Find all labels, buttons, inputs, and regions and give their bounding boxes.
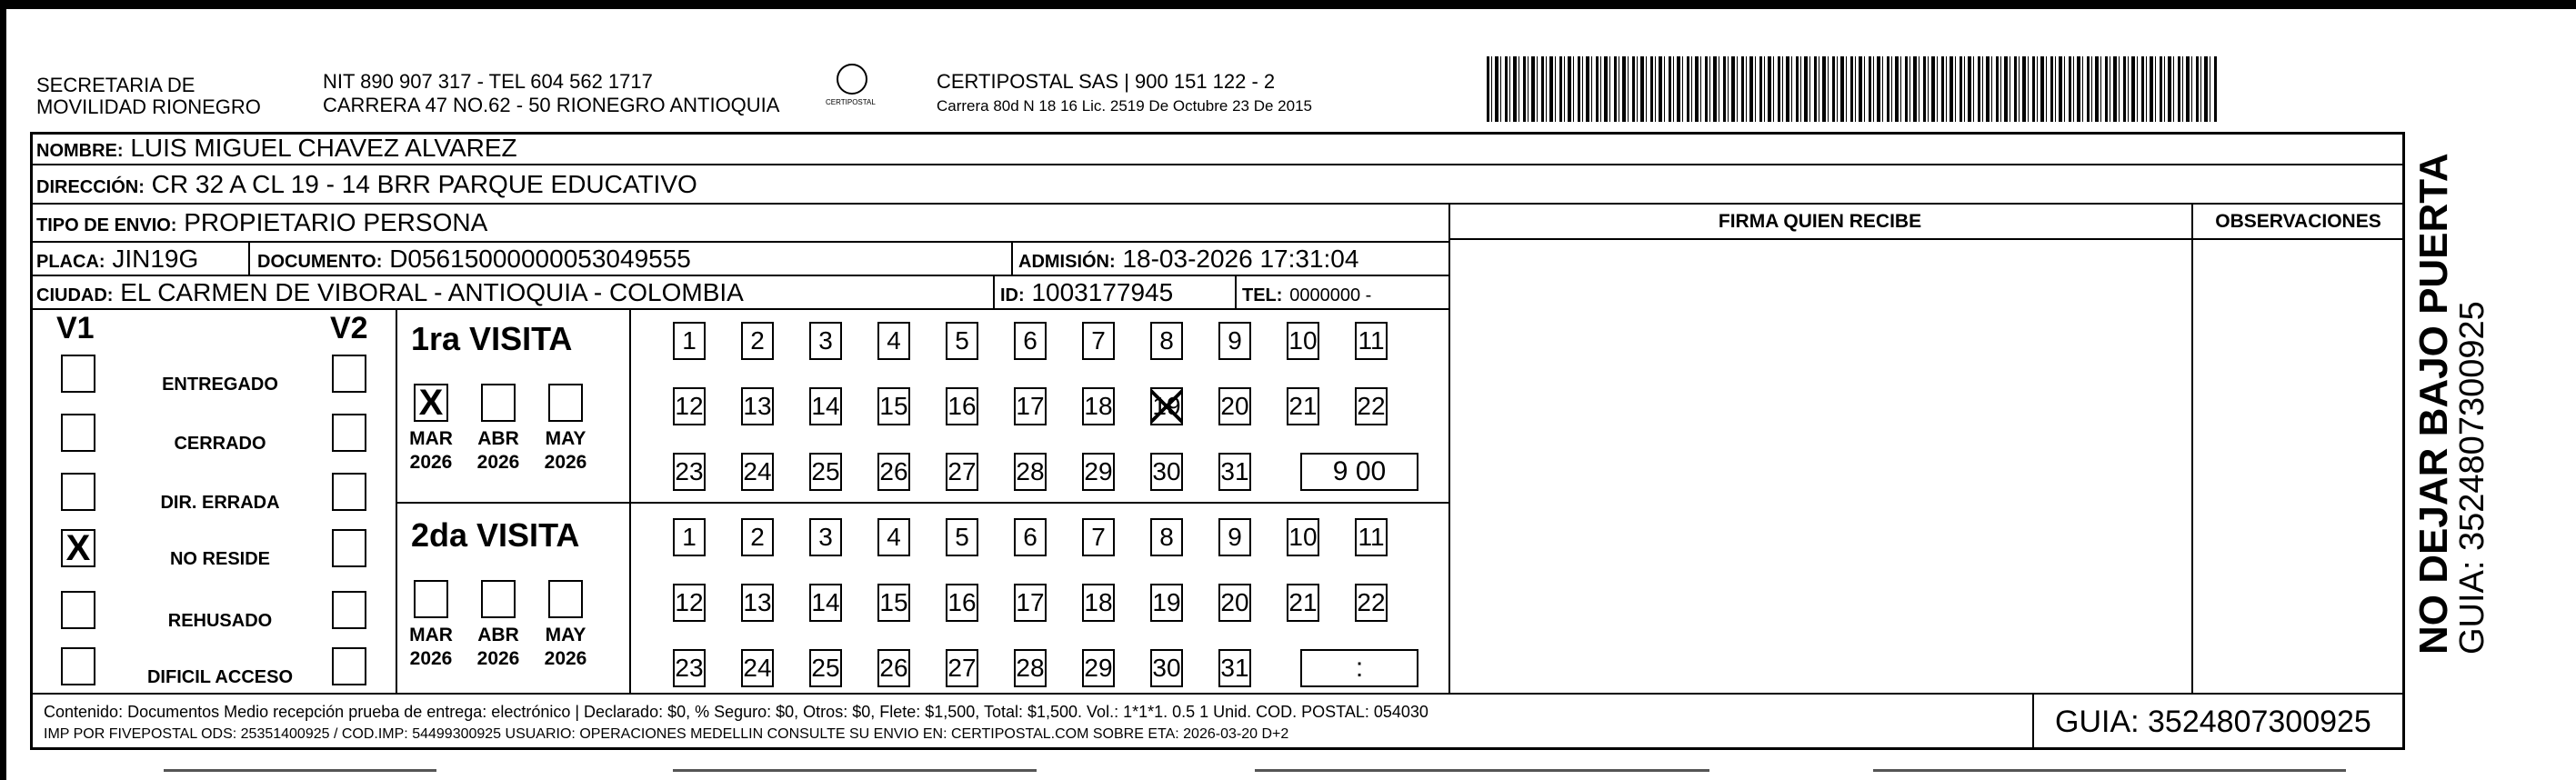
row-divider xyxy=(396,502,1448,504)
day-box[interactable]: 11 xyxy=(1355,518,1388,556)
status-v1-checkbox[interactable] xyxy=(61,529,95,567)
status-v2-checkbox[interactable] xyxy=(332,355,366,393)
day-box[interactable]: 30 xyxy=(1150,453,1183,491)
admision-value: 18-03-2026 17:31:04 xyxy=(1122,245,1359,273)
day-box[interactable]: 20 xyxy=(1218,387,1251,425)
day-box[interactable]: 17 xyxy=(1014,387,1047,425)
day-box[interactable]: 20 xyxy=(1218,584,1251,622)
imp-text: IMP POR FIVEPOSTAL ODS: 25351400925 / COD.IMP: 54499300925 USUARIO: OPERACIONES MEDELLIN CONSULTE SU ENVIO EN: CERTIPOSTAL.COM SOBRE ETA: 2026-03-20 D+2 xyxy=(44,726,1289,742)
col-divider xyxy=(248,241,250,275)
placa-row xyxy=(36,245,198,275)
col-divider xyxy=(2032,693,2034,750)
day-box[interactable]: 11 xyxy=(1355,322,1388,360)
direccion-row xyxy=(36,171,697,201)
ciudad-label: CIUDAD: xyxy=(36,285,114,305)
time-box[interactable]: : xyxy=(1300,649,1418,687)
nombre-row xyxy=(36,135,517,165)
day-box[interactable]: 9 xyxy=(1218,518,1251,556)
tipo-row xyxy=(36,209,487,239)
day-box[interactable]: 25 xyxy=(809,453,842,491)
tel-row xyxy=(1242,279,1371,309)
top-border xyxy=(0,0,2576,9)
time-box[interactable]: 9 00 xyxy=(1300,453,1418,491)
month-checkbox[interactable] xyxy=(548,580,583,618)
day-box[interactable]: 23 xyxy=(673,453,706,491)
day-box[interactable]: 31 xyxy=(1218,453,1251,491)
col-divider xyxy=(993,275,995,308)
contenido-text: Contenido: Documentos Medio recepción prueba de entrega: electrónico | Declarado: $0, % Seguro: $0, Otros: $0, Flete: $1,500, Total: $1,500. Vol.: 1*1*1. 0.5 1 Unid. COD. POSTAL: 054030 xyxy=(44,703,1428,721)
month-checkbox[interactable] xyxy=(481,580,516,618)
side-text xyxy=(2411,153,2491,655)
month-label: MAY xyxy=(545,625,586,645)
day-box[interactable]: 28 xyxy=(1014,453,1047,491)
status-v1-checkbox[interactable] xyxy=(61,355,95,393)
tel-value: 0000000 - xyxy=(1289,285,1372,305)
day-box[interactable]: 9 xyxy=(1218,322,1251,360)
day-box[interactable]: 31 xyxy=(1218,649,1251,687)
day-box[interactable]: 8 xyxy=(1150,518,1183,556)
status-v1-checkbox[interactable] xyxy=(61,414,95,452)
visit-title: 2da VISITA xyxy=(411,516,580,554)
documento-label: DOCUMENTO: xyxy=(257,252,383,272)
day-box[interactable]: 5 xyxy=(946,322,978,360)
day-box[interactable]: 12 xyxy=(673,387,706,425)
day-box[interactable]: 14 xyxy=(809,584,842,622)
id-label: ID: xyxy=(1000,285,1025,305)
month-label: ABR xyxy=(477,625,519,645)
company-line: CERTIPOSTAL SAS | 900 151 122 - 2 xyxy=(937,70,1276,93)
admision-row xyxy=(1018,245,1358,275)
status-v1-checkbox[interactable] xyxy=(61,647,95,685)
year-label: 2026 xyxy=(409,452,453,473)
nombre-value: LUIS MIGUEL CHAVEZ ALVAREZ xyxy=(130,134,517,162)
cut-line xyxy=(673,769,1037,772)
certipostal-logo-icon xyxy=(837,64,867,95)
day-box[interactable]: 29 xyxy=(1082,649,1115,687)
status-label: CERRADO xyxy=(174,434,266,454)
side-warning: NO DEJAR BAJO PUERTA xyxy=(2411,153,2456,655)
day-box[interactable]: 2 xyxy=(741,322,774,360)
entity-line1: SECRETARIA DE xyxy=(36,74,195,96)
month-label: MAR xyxy=(409,625,453,645)
day-box[interactable]: 16 xyxy=(946,584,978,622)
id-row xyxy=(1000,279,1173,309)
day-box[interactable]: 22 xyxy=(1355,584,1388,622)
day-box[interactable]: 12 xyxy=(673,584,706,622)
barcode-image xyxy=(1487,56,2219,122)
day-box[interactable]: 19 xyxy=(1150,584,1183,622)
v2-header: V2 xyxy=(330,311,368,345)
day-box[interactable]: 1 xyxy=(673,322,706,360)
day-box[interactable]: 26 xyxy=(877,453,910,491)
status-label: REHUSADO xyxy=(167,611,273,631)
day-box[interactable]: 3 xyxy=(809,518,842,556)
day-box[interactable]: 7 xyxy=(1082,518,1115,556)
status-v1-checkbox[interactable] xyxy=(61,473,95,511)
left-border xyxy=(0,0,6,780)
year-label: 2026 xyxy=(544,648,587,669)
status-v2-checkbox[interactable] xyxy=(332,529,366,567)
day-box[interactable]: 22 xyxy=(1355,387,1388,425)
check-mark: X xyxy=(65,528,91,568)
day-box[interactable]: 19 xyxy=(1150,387,1183,425)
placa-value: JIN19G xyxy=(112,245,199,273)
status-v2-checkbox[interactable] xyxy=(332,473,366,511)
month-label: ABR xyxy=(477,428,519,449)
day-box[interactable]: 28 xyxy=(1014,649,1047,687)
day-box[interactable]: 2 xyxy=(741,518,774,556)
status-v1-checkbox[interactable] xyxy=(61,591,95,629)
status-label: ENTREGADO xyxy=(162,375,278,395)
day-box[interactable]: 18 xyxy=(1082,387,1115,425)
row-divider xyxy=(1448,238,2405,240)
month-checkbox[interactable] xyxy=(414,580,448,618)
day-box[interactable]: 8 xyxy=(1150,322,1183,360)
month-checkbox[interactable] xyxy=(548,384,583,422)
month-checkbox[interactable] xyxy=(481,384,516,422)
day-box[interactable]: 3 xyxy=(809,322,842,360)
day-box[interactable]: 13 xyxy=(741,584,774,622)
day-box[interactable]: 17 xyxy=(1014,584,1047,622)
admision-label: ADMISIÓN: xyxy=(1018,252,1116,272)
direccion-label: DIRECCIÓN: xyxy=(36,177,145,197)
documento-value: D05615000000053049555 xyxy=(389,245,691,273)
day-box[interactable]: 14 xyxy=(809,387,842,425)
visit-title: 1ra VISITA xyxy=(411,320,573,357)
day-box[interactable]: 4 xyxy=(877,322,910,360)
day-box[interactable]: 24 xyxy=(741,453,774,491)
year-label: 2026 xyxy=(476,452,520,473)
day-box[interactable]: 24 xyxy=(741,649,774,687)
ciudad-row xyxy=(36,279,744,309)
year-label: 2026 xyxy=(476,648,520,669)
col-divider xyxy=(2191,203,2193,693)
status-label: DIFICIL ACCESO xyxy=(146,667,293,687)
address-line: CARRERA 47 NO.62 - 50 RIONEGRO ANTIOQUIA xyxy=(323,94,780,116)
side-guia: GUIA: 3524807300925 xyxy=(2453,301,2491,655)
tel-label: TEL: xyxy=(1242,285,1283,305)
tipo-value: PROPIETARIO PERSONA xyxy=(184,208,488,236)
cut-line xyxy=(1873,769,2346,772)
day-box[interactable]: 15 xyxy=(877,387,910,425)
day-box[interactable]: 18 xyxy=(1082,584,1115,622)
col-divider xyxy=(1235,275,1237,308)
day-box[interactable]: 10 xyxy=(1287,322,1319,360)
day-box[interactable]: 5 xyxy=(946,518,978,556)
observaciones-header: OBSERVACIONES xyxy=(2215,211,2381,232)
year-label: 2026 xyxy=(409,648,453,669)
day-box[interactable]: 30 xyxy=(1150,649,1183,687)
cut-line xyxy=(164,769,436,772)
day-box[interactable]: 4 xyxy=(877,518,910,556)
col-divider xyxy=(1011,241,1013,275)
id-value: 1003177945 xyxy=(1031,278,1174,306)
day-box[interactable]: 16 xyxy=(946,387,978,425)
day-box[interactable]: 13 xyxy=(741,387,774,425)
placa-label: PLACA: xyxy=(36,252,105,272)
row-divider xyxy=(30,203,2405,205)
day-box[interactable]: 26 xyxy=(877,649,910,687)
status-v2-checkbox[interactable] xyxy=(332,647,366,685)
guia-footer: GUIA: 3524807300925 xyxy=(2055,705,2371,739)
day-box[interactable]: 6 xyxy=(1014,518,1047,556)
day-box[interactable]: 25 xyxy=(809,649,842,687)
day-box[interactable]: 15 xyxy=(877,584,910,622)
entity-line2: MOVILIDAD RIONEGRO xyxy=(36,95,261,118)
month-label: MAR xyxy=(409,428,453,449)
col-divider xyxy=(1448,203,1450,693)
tipo-label: TIPO DE ENVIO: xyxy=(36,215,177,235)
logo-text: CERTIPOSTAL xyxy=(826,98,876,106)
ciudad-value: EL CARMEN DE VIBORAL - ANTIOQUIA - COLOMBIA xyxy=(120,278,744,306)
day-box[interactable]: 21 xyxy=(1287,584,1319,622)
v1-header: V1 xyxy=(56,311,95,345)
year-label: 2026 xyxy=(544,452,587,473)
day-box[interactable]: 7 xyxy=(1082,322,1115,360)
status-label: NO RESIDE xyxy=(169,549,271,569)
day-box[interactable]: 27 xyxy=(946,453,978,491)
status-label: DIR. ERRADA xyxy=(160,493,280,513)
company-address: Carrera 80d N 18 16 Lic. 2519 De Octubre 23 De 2015 xyxy=(937,97,1312,115)
documento-row xyxy=(257,245,691,275)
day-box[interactable]: 21 xyxy=(1287,387,1319,425)
nombre-label: NOMBRE: xyxy=(36,141,124,161)
nit-line: NIT 890 907 317 - TEL 604 562 1717 xyxy=(323,70,653,93)
month-checkbox[interactable] xyxy=(414,384,448,422)
day-box[interactable]: 29 xyxy=(1082,453,1115,491)
direccion-value: CR 32 A CL 19 - 14 BRR PARQUE EDUCATIVO xyxy=(151,170,697,198)
col-divider xyxy=(396,308,397,693)
day-box[interactable]: 1 xyxy=(673,518,706,556)
day-box[interactable]: 23 xyxy=(673,649,706,687)
row-divider xyxy=(30,693,2405,695)
col-divider xyxy=(629,308,631,693)
day-box[interactable]: 6 xyxy=(1014,322,1047,360)
check-mark: X xyxy=(418,383,444,423)
cut-line xyxy=(1255,769,1709,772)
firma-header: FIRMA QUIEN RECIBE xyxy=(1718,211,1922,232)
row-divider xyxy=(30,241,1448,243)
day-box[interactable]: 27 xyxy=(946,649,978,687)
status-v2-checkbox[interactable] xyxy=(332,414,366,452)
day-box[interactable]: 10 xyxy=(1287,518,1319,556)
status-v2-checkbox[interactable] xyxy=(332,591,366,629)
month-label: MAY xyxy=(545,428,586,449)
